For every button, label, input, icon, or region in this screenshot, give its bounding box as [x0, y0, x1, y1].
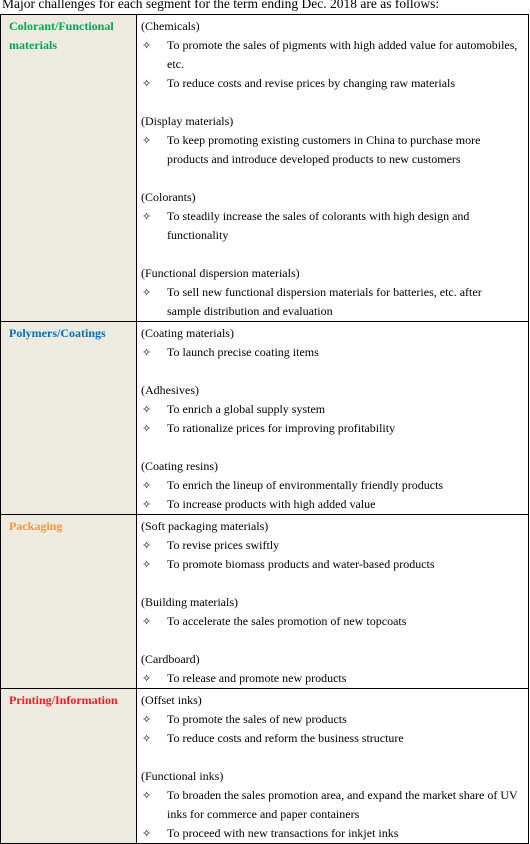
- subsegment-title: (Offset inks): [141, 693, 202, 707]
- four-point-star-bullet-icon: ✧: [142, 134, 152, 147]
- segment-challenges-table: [0, 14, 529, 844]
- challenge-item: [141, 419, 524, 438]
- subsegment-group: [141, 650, 524, 688]
- subsegment-group: [141, 457, 524, 514]
- challenge-item: [141, 669, 524, 688]
- four-point-star-bullet-icon: ✧: [142, 422, 152, 435]
- subsegment-group: [141, 767, 524, 843]
- challenge-item: [141, 131, 524, 169]
- challenge-text: To promote the sales of new products: [167, 712, 347, 726]
- segment-name: Colorant/Functional materials: [9, 19, 114, 52]
- segment-label-cell: [1, 15, 137, 322]
- challenge-item: [141, 555, 524, 574]
- subsegment-title: (Display materials): [141, 114, 234, 128]
- segment-table-body: [1, 15, 529, 844]
- challenge-item: [141, 536, 524, 555]
- four-point-star-bullet-icon: ✧: [142, 789, 152, 802]
- challenge-item: [141, 400, 524, 419]
- four-point-star-bullet-icon: ✧: [142, 732, 152, 745]
- challenge-item: [141, 476, 524, 495]
- segment-row-packaging: [1, 515, 529, 689]
- segment-challenges-cell: [137, 515, 529, 689]
- four-point-star-bullet-icon: ✧: [142, 286, 152, 299]
- challenge-text: To revise prices swiftly: [167, 538, 280, 552]
- page-heading: Major challenges for each segment for the term ending Dec. 2018 are as follows:: [2, 0, 440, 11]
- four-point-star-bullet-icon: ✧: [142, 403, 152, 416]
- challenge-item: [141, 612, 524, 631]
- challenge-text: To rationalize prices for improving profitability: [167, 421, 396, 435]
- segment-label-cell: [1, 322, 137, 515]
- segment-challenges-cell: [137, 689, 529, 844]
- subsegment-title: (Functional inks): [141, 769, 224, 783]
- four-point-star-bullet-icon: ✧: [142, 539, 152, 552]
- four-point-star-bullet-icon: ✧: [142, 827, 152, 840]
- subsegment-group: [141, 381, 524, 438]
- challenge-text: To launch precise coating items: [167, 345, 319, 359]
- subsegment-title: (Coating materials): [141, 326, 234, 340]
- subsegment-title: (Functional dispersion materials): [141, 266, 300, 280]
- subsegment-title: (Adhesives): [141, 383, 199, 397]
- challenge-text: To enrich a global supply system: [167, 402, 326, 416]
- segment-name: Printing/Information: [9, 693, 118, 707]
- subsegment-title: (Colorants): [141, 190, 196, 204]
- challenge-text: To promote the sales of pigments with high added value for automobiles, etc.: [167, 38, 518, 71]
- challenge-item: [141, 343, 524, 362]
- segment-name: Packaging: [9, 519, 63, 533]
- challenge-text: To enrich the lineup of environmentally friendly products: [167, 478, 444, 492]
- challenge-text: To reduce costs and reform the business structure: [167, 731, 404, 745]
- challenge-text: To accelerate the sales promotion of new topcoats: [167, 614, 407, 628]
- four-point-star-bullet-icon: ✧: [142, 39, 152, 52]
- segment-row-polymers-coatings: [1, 322, 529, 515]
- four-point-star-bullet-icon: ✧: [142, 77, 152, 90]
- challenge-item: [141, 824, 524, 843]
- challenge-item: [141, 36, 524, 74]
- subsegment-group: [141, 593, 524, 631]
- challenge-item: [141, 786, 524, 824]
- subsegment-group: [141, 112, 524, 169]
- subsegment-group: [141, 324, 524, 362]
- segment-label-cell: [1, 515, 137, 689]
- challenge-text: To reduce costs and revise prices by changing raw materials: [167, 76, 456, 90]
- challenge-item: [141, 495, 524, 514]
- subsegment-group: [141, 264, 524, 321]
- segment-row-printing-information: [1, 689, 529, 844]
- challenge-item: [141, 283, 524, 321]
- challenge-item: [141, 74, 524, 93]
- challenge-text: To keep promoting existing customers in China to purchase more products and introduce developed products to new customers: [167, 133, 481, 166]
- segment-name: Polymers/Coatings: [9, 326, 106, 340]
- four-point-star-bullet-icon: ✧: [142, 713, 152, 726]
- four-point-star-bullet-icon: ✧: [142, 558, 152, 571]
- subsegment-group: [141, 691, 524, 748]
- four-point-star-bullet-icon: ✧: [142, 615, 152, 628]
- segment-row-colorant-functional-materials: [1, 15, 529, 322]
- challenge-text: To broaden the sales promotion area, and expand the market share of UV inks for commerce and paper containers: [167, 788, 518, 821]
- subsegment-group: [141, 517, 524, 574]
- subsegment-group: [141, 188, 524, 245]
- challenge-text: To steadily increase the sales of colorants with high design and functionality: [167, 209, 470, 242]
- subsegment-title: (Building materials): [141, 595, 238, 609]
- four-point-star-bullet-icon: ✧: [142, 672, 152, 685]
- challenge-text: To increase products with high added value: [167, 497, 376, 511]
- challenge-text: To proceed with new transactions for inkjet inks: [167, 826, 399, 840]
- four-point-star-bullet-icon: ✧: [142, 210, 152, 223]
- subsegment-title: (Soft packaging materials): [141, 519, 269, 533]
- segment-challenges-cell: [137, 322, 529, 515]
- challenge-text: To promote biomass products and water-based products: [167, 557, 435, 571]
- subsegment-title: (Cardboard): [141, 652, 200, 666]
- subsegment-title: (Coating resins): [141, 459, 218, 473]
- four-point-star-bullet-icon: ✧: [142, 346, 152, 359]
- subsegment-title: (Chemicals): [141, 19, 200, 33]
- challenge-item: [141, 729, 524, 748]
- challenge-item: [141, 710, 524, 729]
- challenge-item: [141, 207, 524, 245]
- four-point-star-bullet-icon: ✧: [142, 479, 152, 492]
- challenge-text: To sell new functional dispersion materials for batteries, etc. after sample distribution and evaluation: [167, 285, 482, 318]
- four-point-star-bullet-icon: ✧: [142, 498, 152, 511]
- segment-challenges-cell: [137, 15, 529, 322]
- subsegment-group: [141, 17, 524, 93]
- segment-label-cell: [1, 689, 137, 844]
- challenge-text: To release and promote new products: [167, 671, 347, 685]
